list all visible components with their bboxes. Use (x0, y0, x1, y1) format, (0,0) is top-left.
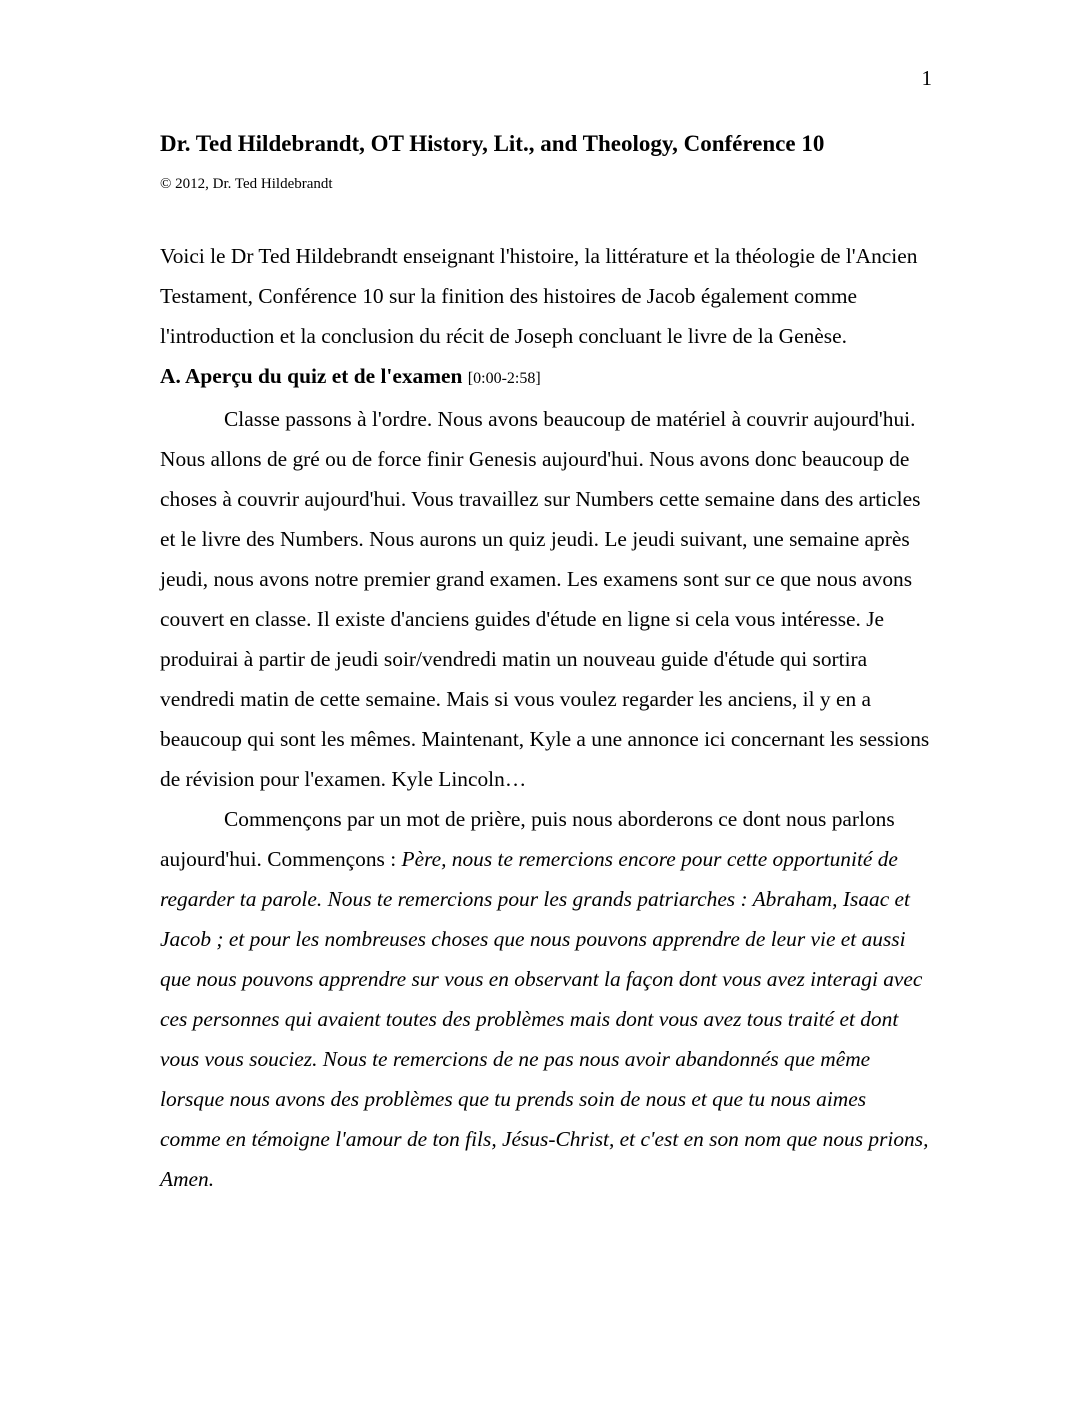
page-number: 1 (921, 66, 932, 90)
section-a-timestamp: [0:00-2:58] (467, 370, 541, 387)
paragraph-2-plain: Commençons par un mot de prière, puis nous aborderons ce dont nous parlons aujourd'hui. Commençons : (160, 807, 895, 871)
document-title: Dr. Ted Hildebrandt, OT History, Lit., and Theology, Conférence 10 (160, 131, 825, 156)
paragraph-1: Classe passons à l'ordre. Nous avons beaucoup de matériel à couvrir aujourd'hui. Nous allons de gré ou de force finir Genesis aujourd'hui. Nous avons donc beaucoup de choses à couvrir aujourd'hui. Vous travaillez sur Numbers cette semaine dans des articles et le livre des Numbers. Nous aurons un quiz jeudi. Le jeudi suivant, une semaine après jeudi, nous avons notre premier grand examen. Les examens sont sur ce que nous avons couvert en classe. Il existe d'anciens guides d'étude en ligne si cela vous intéresse. Je produirai à partir de jeudi soir/vendredi matin un nouveau guide d'étude qui sortira vendredi matin de cette semaine. Mais si vous voulez regarder les anciens, il y en a beaucoup qui sont les mêmes. Maintenant, Kyle a une annonce ici concernant les sessions de révision pour l'examen. Kyle Lincoln… (160, 407, 930, 791)
intro-paragraph: Voici le Dr Ted Hildebrandt enseignant l'histoire, la littérature et la théologie de l'Ancien Testament, Conférence 10 sur la finition des histoires de Jacob également comme l'introduction et la conclusion du récit de Joseph concluant le livre de la Genèse. (160, 244, 918, 348)
section-a-heading: A. Aperçu du quiz et de l'examen (160, 364, 463, 388)
section-a-heading-line (160, 356, 930, 399)
copyright-notice: © 2012, Dr. Ted Hildebrandt (160, 176, 333, 192)
prayer-text: Père, nous te remercions encore pour cette opportunité de regarder ta parole. Nous te remercions pour les grands patriarches : Abraham, Isaac et Jacob ; et pour les nombreuses choses que nous pouvons apprendre de leur vie et aussi que nous pouvons apprendre sur vous en observant la façon dont vous avez interagi avec ces personnes qui avaient toutes des problèmes mais dont vous avez tous traité et dont vous vous souciez. Nous te remercions de ne pas nous avoir abandonnés que même lorsque nous avons des problèmes que tu prends soin de nous et que tu nous aimes comme en témoigne l'amour de ton fils, Jésus-Christ, et c'est en son nom que nous prions, Amen. (160, 847, 929, 1191)
document-body (160, 236, 930, 1199)
paragraph-2 (160, 799, 930, 1199)
